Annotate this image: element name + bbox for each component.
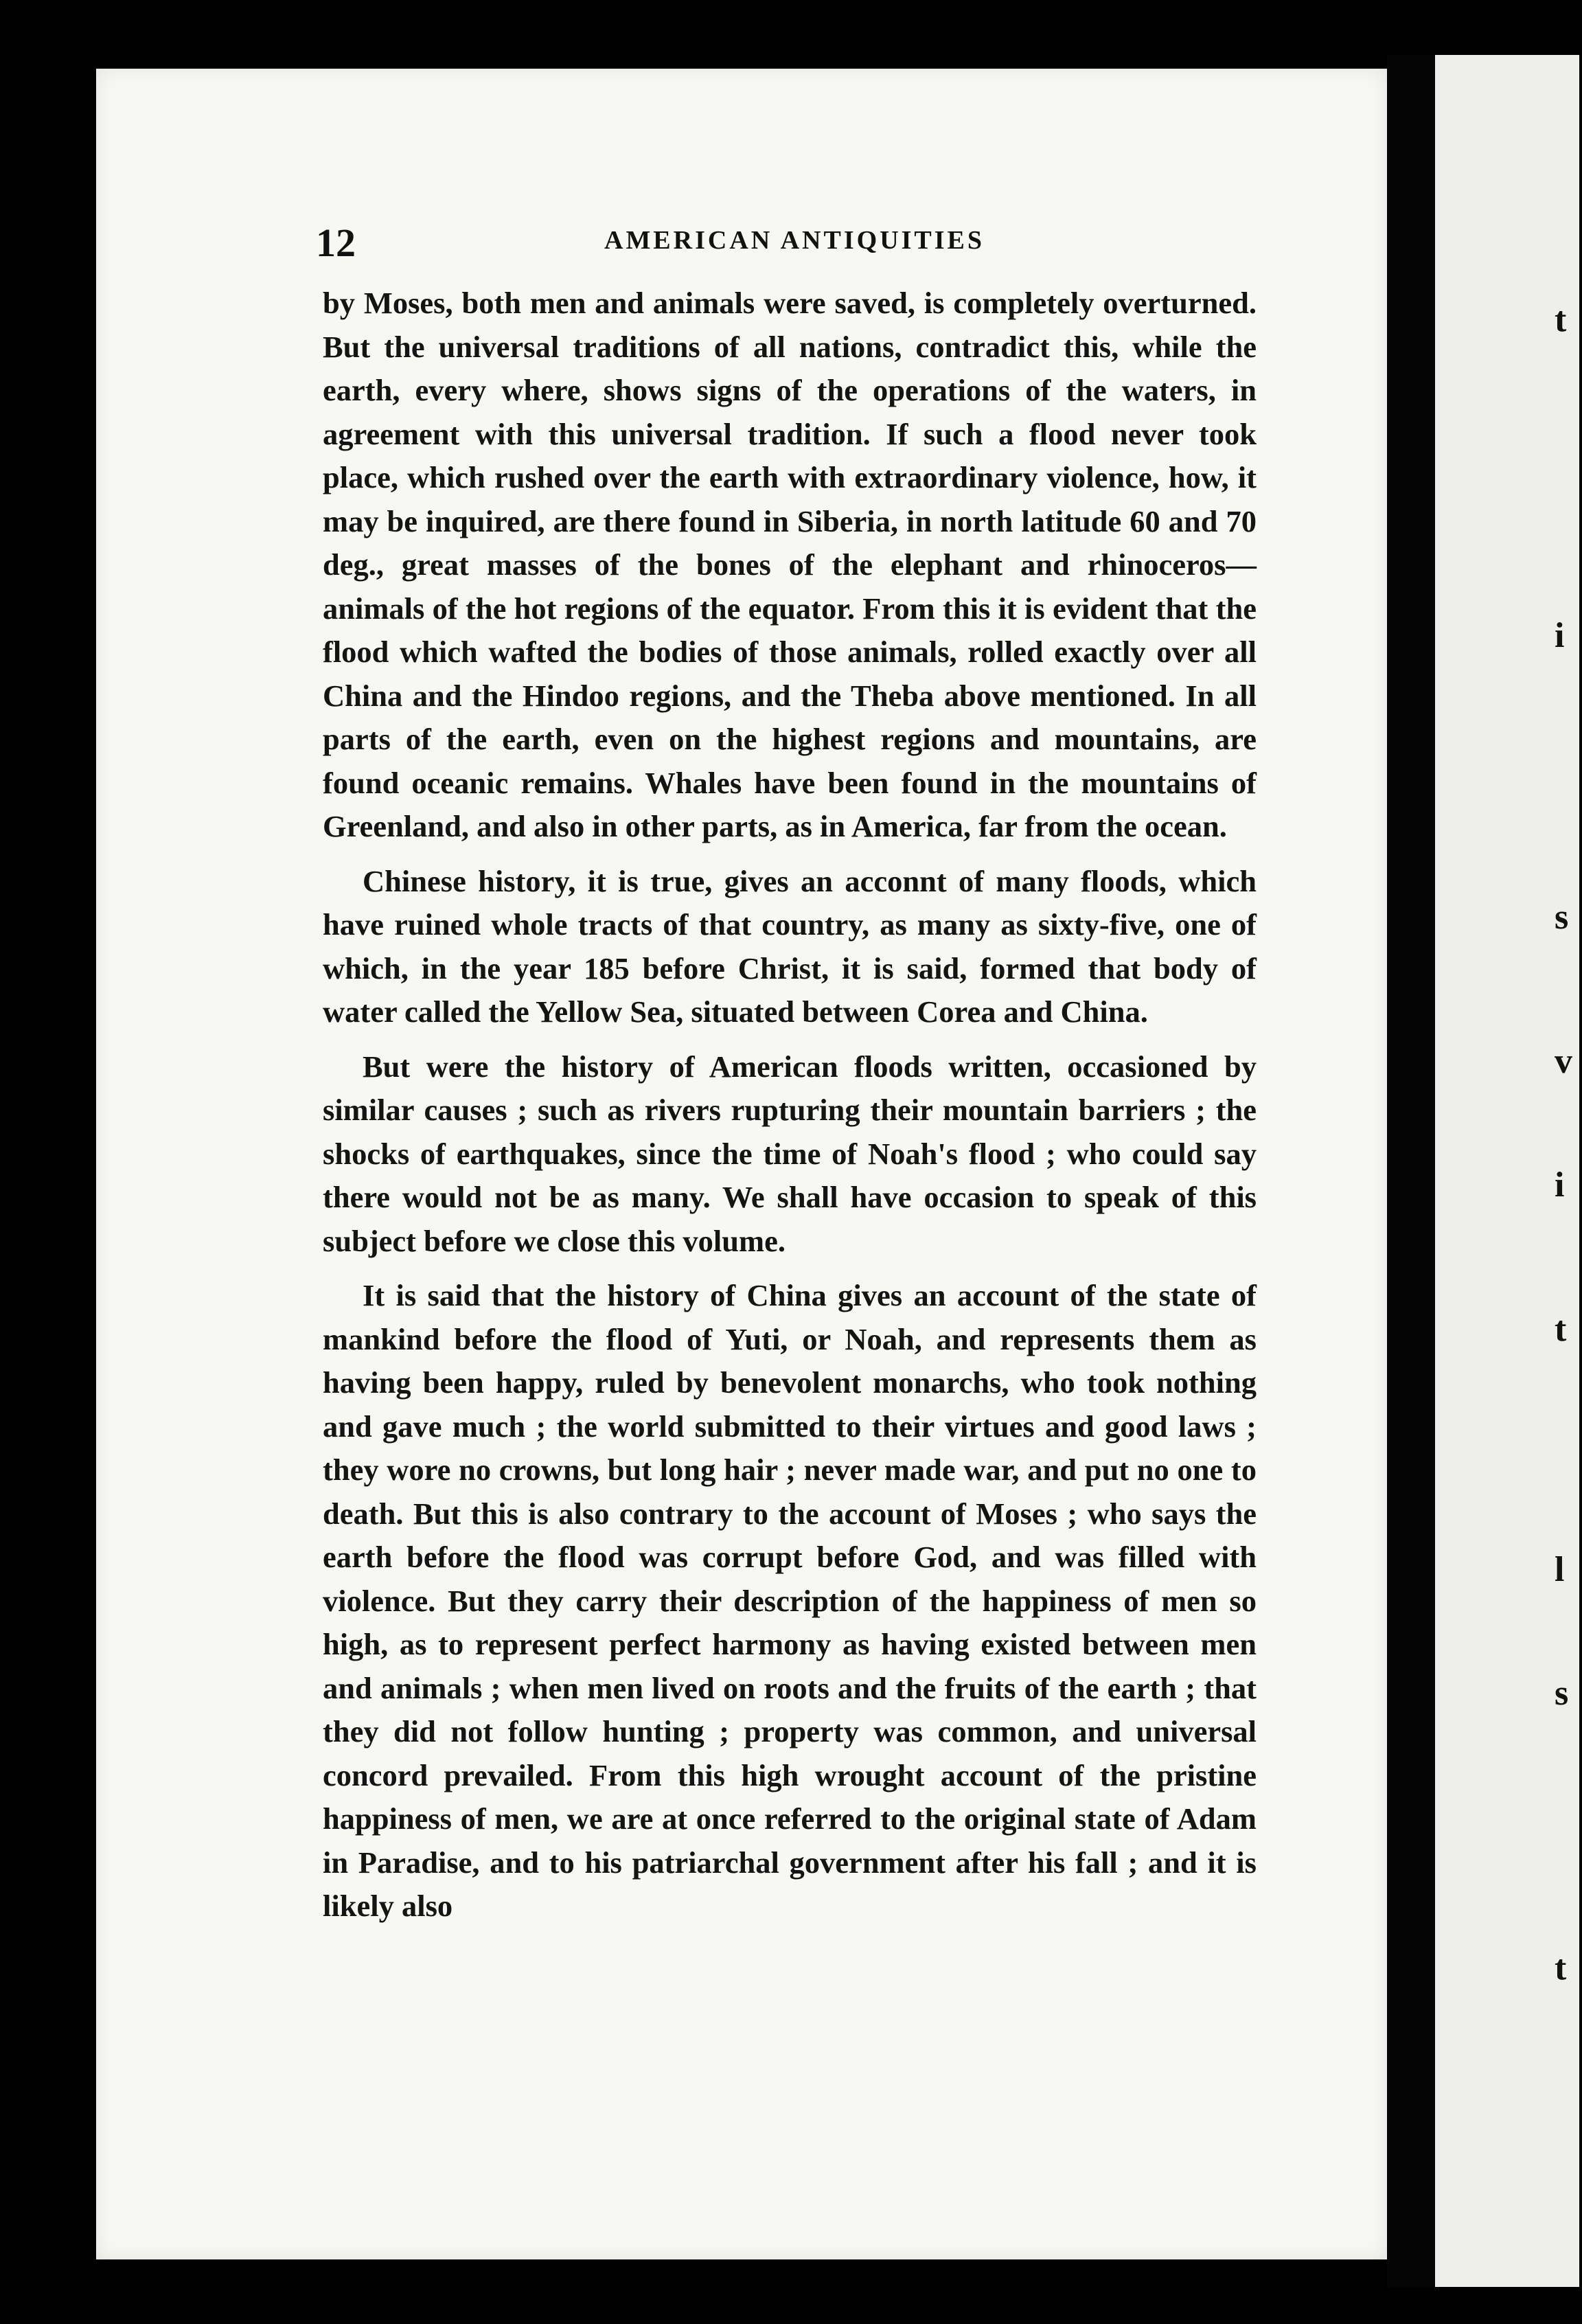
facing-page-letter: l (1555, 1550, 1565, 1589)
facing-page-letter: i (1555, 1165, 1565, 1205)
facing-page-letter: s (1555, 898, 1569, 937)
facing-page-letter: t (1555, 1948, 1567, 1987)
facing-page-letter: t (1555, 300, 1567, 339)
book-gutter (1387, 55, 1435, 2287)
page-number: 12 (316, 220, 356, 265)
page-header (316, 220, 1291, 275)
facing-page-letter: t (1555, 1310, 1567, 1349)
facing-page-letter: i (1555, 616, 1565, 655)
paragraph: But were the history of American floods written, occasioned by similar causes ; such as rivers rupturing their mountain barriers ; the shocks of earthquakes, since the time of Noah's flood ; who could say there would not be as many. We shall have occasion to speak of this subject before we close this volume. (323, 1049, 1257, 1258)
facing-page-edge (1435, 55, 1579, 2287)
paragraph: by Moses, both men and animals were saved, is completely overturned. But the universal traditions of all nations, contradict this, while the earth, every where, shows signs of the operations of the waters, in agreement with this universal tradition. If such a flood never took place, which rushed over the earth with extraordinary violence, how, it may be inquired, are there found in Siberia, in north latitude 60 and 70 deg., great masses of the bones of the elephant and rhinoceros—animals of the hot regions of the equator. From this it is evident that the flood which wafted the bodies of those animals, rolled exactly over all China and the Hindoo regions, and the Theba above mentioned. In all parts of the earth, even on the highest regions and mountains, are found oceanic remains. Whales have been found in the mountains of Greenland, and also in other parts, as in America, far from the ocean. (323, 286, 1257, 843)
facing-page-letter: s (1555, 1674, 1569, 1713)
paragraph: Chinese history, it is true, gives an acconnt of many floods, which have ruined whole tracts of that country, as many as sixty-five, one of which, in the year 185 before Christ, it is said, formed that body of water called the Yellow Sea, situated between Corea and China. (323, 863, 1257, 1029)
paragraph: It is said that the history of China gives an account of the state of mankind before the flood of Yuti, or Noah, and represents them as having been happy, ruled by benevolent monarchs, who took nothing and gave much ; the world submitted to their virtues and good laws ; they wore no crowns, but long hair ; never made war, and put no one to death. But this is also contrary to the account of Moses ; who says the earth before the flood was corrupt before God, and was filled with violence. But they carry their description of the happiness of men so high, as to represent perfect harmony as having existed between men and animals ; when men lived on roots and the fruits of the earth ; that they did not follow hunting ; property was common, and universal concord prevailed. From this high wrought account of the pristine happiness of men, we are at once referred to the original state of Adam in Paradise, and to his patriarchal government after his fall ; and it is likely also (323, 1278, 1257, 1923)
body-text (323, 282, 1257, 1939)
facing-page-letter: v (1555, 1042, 1572, 1081)
running-head: AMERICAN ANTIQUITIES (604, 226, 985, 255)
